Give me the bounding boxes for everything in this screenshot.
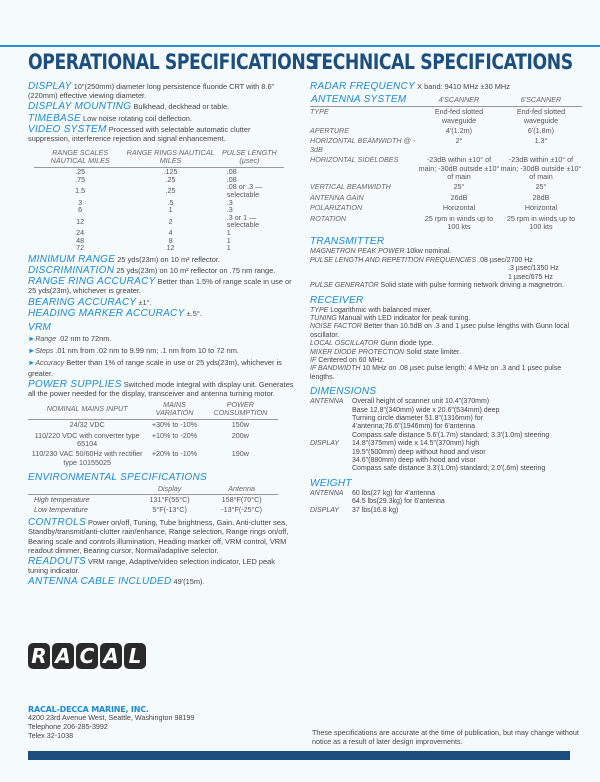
range-header: RANGE SCALES NAUTICAL MILES [34,149,126,168]
weight-antenna: ANTENNA 60 lbs(27 kg) for 4'antenna 64.5 lbs(29.3kg) for 6'antenna [310,489,445,506]
spec-line: Compass safe distance 3.3'(1.0m) standard; 2.0'(.6m) steering [352,465,546,473]
technical-title: TECHNICAL SPECIFICATIONS [310,50,573,74]
range-cell: 1 [226,227,231,237]
power-cell: 200w [231,430,249,440]
antenna-row [310,214,582,233]
receiver-value: Solid state limiter. [406,348,461,356]
operational-column [28,50,318,589]
antenna-cell: End-fed slotted waveguide [516,107,566,125]
environmental-heading: ENVIRONMENTAL SPECIFICATIONS [28,472,207,484]
antenna-cell: End-fed slotted waveguide [434,107,484,125]
range-cell: 4 [168,227,173,237]
vrm-item: ►Steps .01 nm from .02 nm to 9.99 nm; .1 nm from 10 to 72 nm. [28,346,239,356]
logo-letter: C [76,643,98,669]
env-header: Display [134,484,205,495]
antenna-cell: 6'(1.8m) [527,126,555,136]
antenna-cell: 25° [535,182,547,192]
receiver-value: Gunn diode type. [380,340,434,348]
receiver-key: NOISE FACTOR [310,323,362,331]
antenna-cell: 28dB [532,192,550,202]
weight-heading: WEIGHT [310,477,352,489]
range-cell: .5 [167,197,174,207]
power-cell: 110/230 VAC 50/60Hz with rectifier type 10155025 [31,449,143,467]
range-cell: .08 [226,167,237,177]
antenna-cell: 25 rpm in winds up to 100 kts [506,213,576,232]
antenna-row [310,203,582,213]
antenna-header: 4'SCANNER [418,93,500,107]
company-address: 4200 23rd Avenue West, Seattle, Washington 98199 [28,713,195,722]
range-cell: .25 [75,167,86,177]
antenna-cell: -23dB within ±10° of main; -30dB outside ±10° of main [418,155,500,182]
range-header: PULSE LENGTH (µsec) [215,149,284,168]
antenna-row [310,126,582,136]
antenna-cell: 1.3° [534,136,548,146]
triangle-bullet-icon: ► [28,333,36,343]
power-cell: 150w [231,420,249,430]
range-cell: .25 [165,174,176,184]
receiver-line [310,365,582,382]
magnetron-line: MAGNETRON PEAK POWER 10kw nominal. [310,248,452,256]
range-table [34,149,284,252]
spec-heading-marker-accuracy: HEADING MARKER ACCURACY ±.5°. [28,307,202,319]
spec-antenna-cable: ANTENNA CABLE INCLUDED 49'(15m). [28,576,205,588]
env-row [28,505,278,515]
receiver-value: Manual with LED indicator for peak tuning. [338,314,471,322]
range-cell: 2 [168,216,173,226]
range-cell: 6 [78,205,83,215]
spec-line: 34.6"(880mm) deep with hood and visor [352,457,476,465]
env-cell: -13°F(-25°C) [221,505,263,515]
range-row [34,229,284,237]
receiver-line [310,307,582,315]
antenna-cell: Horizontal [524,203,558,213]
env-cell: 158°F(70°C) [221,495,262,505]
range-cell: 3 [78,197,83,207]
spec-line: 4'antenna;76.6"(1946mm) for 6'antenna [352,423,476,431]
receiver-value: Better than 10.5dB on .3 and 1 µsec pulse lengths with Gunn local oscillator. [310,323,570,339]
spec-discrimination: DISCRIMINATION 25 yds(23m) on 10 m² reflector on .75 nm range. [28,264,276,276]
spec-line: 37 lbs(16.8 kg) [352,506,399,514]
range-cell: 48 [76,235,85,245]
weight-display: DISPLAY 37 lbs(16.8 kg) [310,506,399,514]
receiver-line [310,340,582,348]
environmental-table [28,484,278,515]
antenna-cell: 26dB [450,192,468,202]
spec-line: 60 lbs(27 kg) for 4'antenna [352,489,436,497]
receiver-key: IF BANDWIDTH [310,365,361,373]
range-cell: 1 [168,205,173,215]
env-row [28,495,278,506]
antenna-row [310,107,582,126]
company-name: RACAL-DECCA MARINE, INC. [28,705,149,714]
env-cell: 5°F(-13°C) [152,505,187,515]
antenna-cell: Horizontal [442,203,476,213]
generator-line: PULSE GENERATOR Solid state with pulse forming network driving a magnetron. [310,282,564,290]
antenna-cell: -23dB within ±10° of main; -30dB outside ±10° of main [500,155,582,182]
antenna-system-table [310,93,582,232]
bottom-bar [28,751,300,760]
range-cell: .3 [226,205,233,215]
spec-timebase: TIMEBASE Low noise rotating coil deflection. [28,112,192,124]
range-cell: .125 [163,167,178,177]
spec-display-mounting: DISPLAY MOUNTING Bulkhead, deckhead or table. [28,101,230,113]
spec-line: 19.5"(500mm) deep without hood and visor [352,448,486,456]
power-cell: +30% to -10% [151,420,198,430]
triangle-bullet-icon: ► [28,346,36,356]
env-cell: 131°F(55°C) [149,495,190,505]
power-cell: +10% to -20% [151,430,198,440]
spec-power-supplies: POWER SUPPLIES Switched mode integral with display unit. Generates all the power needed for the display, transceiver and antenna turning motor. [28,378,294,398]
logo-letter: L [124,643,146,669]
power-row [28,420,278,431]
receiver-block [310,307,582,383]
company-telex: Telex 32-1038 [28,730,74,740]
spec-bearing-accuracy: BEARING ACCURACY ±1°. [28,296,152,308]
antenna-cell: ROTATION [310,213,347,223]
spec-controls: CONTROLS Power on/off, Tuning, Tube brightness, Gain, Anti-clutter sea, Standby/transmit/anti-clutter rain/enhance, Range selection, Range rings on/off, Bearing scale and controls illumination, Heading marker off, VRM control, VRM readout dimmer, Bearing cursor, Normal/adaptive selector. [28,517,289,555]
antenna-row [310,136,582,155]
disclaimer: These specifications are accurate at the time of publication, but may change without notice as a result of later design improvements. [312,728,579,746]
antenna-cell: TYPE [310,107,329,117]
antenna-cell: HORIZONTAL BEAMWIDTH @ - 3dB [310,136,416,154]
range-cell: .3 or 1 —selectable [226,212,260,230]
power-row [28,431,278,450]
receiver-value: Centered on 60 MHz. [318,356,385,364]
range-cell: .25 [165,186,176,196]
range-row [34,183,284,198]
dimensions-block [310,398,582,474]
antenna-cell: HORIZONTAL SIDELOBES [310,155,399,165]
receiver-line [310,357,582,365]
antenna-cell: APERTURE [310,126,350,136]
antenna-system-heading: ANTENNA SYSTEM [310,93,418,107]
logo-letter: A [100,643,122,669]
vrm-heading: VRM [28,321,52,333]
power-table [28,400,278,468]
receiver-value: 10 MHz on .08 µsec pulse length; 4 MHz on .3 and 1 µsec pulse lengths. [310,365,562,381]
range-row [34,244,284,252]
company-telephone: Telephone 206-285-3992 [28,721,108,731]
env-cell: Low temperature [34,505,88,515]
dimensions-antenna: ANTENNA Overall height of scanner unit 10.4"(370mm) Base 12.8"(340mm) wide x 20.6"(534mm) deep Turning circle diameter 51.8"(1316mm) for 4'antenna;76.6"(1946mm) for 6'antenna Compass safe distance 5.6'(1.7m) standard; 3.3'(1.0m) steering [310,398,550,439]
power-cell: +20% to -10% [151,449,198,459]
range-cell: 24 [76,227,85,237]
range-row [34,214,284,229]
power-cell: 24/32 VDC [69,420,105,430]
receiver-key: IF [310,356,317,364]
logo-letter: A [52,643,74,669]
spec-video-system: VIDEO SYSTEM Processed with selectable automatic clutter suppression, interference rejection and signal enhancement. [28,123,251,144]
power-cell: 110/220 VDC with converter type 65104 [34,430,140,448]
receiver-key: TYPE [310,306,329,314]
range-cell: .08 [226,174,237,184]
antenna-cell: 2° [455,136,463,146]
spec-line: Overall height of scanner unit 10.4"(370mm) [352,398,490,406]
logo-letter: R [28,643,50,669]
top-rule [0,45,600,47]
company-info [28,705,195,740]
range-cell: 1 [226,243,231,253]
weight-block [310,490,582,515]
env-header: Antenna [205,484,278,495]
technical-column [310,50,582,515]
range-cell: 1 [226,235,231,245]
spec-radar-frequency: RADAR FREQUENCY X band: 9410 MHz ±30 MHz [310,81,510,92]
antenna-row [310,155,582,182]
transmitter-block [310,248,582,290]
range-cell: 1.5 [75,186,86,196]
range-cell: 72 [76,243,85,253]
pulse-line: 1 µsec/675 Hz [508,273,553,281]
dimensions-heading: DIMENSIONS [310,386,377,398]
receiver-line [310,315,582,323]
range-row [34,237,284,245]
spec-line: 64.5 lbs(29.3kg) for 6'antenna [352,498,445,506]
spec-line: Compass safe distance 5.6'(1.7m) standard; 3.3'(1.0m) steering [352,431,550,439]
range-cell: .3 [226,197,233,207]
range-header: RANGE RINGS NAUTICAL MILES [126,149,214,168]
range-cell: 8 [168,235,173,245]
range-cell: 12 [166,243,175,253]
vrm-item: ►Accuracy Better than 1% of range scale in use or 25 yds(23m), whichever is greater. [28,358,282,378]
range-row [34,199,284,207]
vrm-item: ►Range .02 nm to 72nm. [28,333,112,343]
spec-readouts: READOUTS VRM range, Adaptive/video selection indicator, LED peak tuning indicator. [28,556,275,576]
receiver-line [310,349,582,357]
spec-minimum-range: MINIMUM RANGE 25 yds(23m) on 10 m² reflector. [28,253,220,265]
antenna-cell: 25° [453,182,465,192]
power-cell: 190w [231,449,249,459]
operational-title: OPERATIONAL SPECIFICATIONS [28,50,318,74]
receiver-value: Logarithmic with balanced mixer. [330,306,432,314]
antenna-cell: 4'(1.2m) [445,126,473,136]
antenna-row [310,182,582,192]
receiver-key: MIXER DIODE PROTECTION [310,348,405,356]
receiver-heading: RECEIVER [310,294,364,306]
spec-line: Base 12.8"(340mm) wide x 20.6"(534mm) deep [352,406,500,414]
power-header: POWER CONSUMPTION [203,400,278,420]
receiver-key: LOCAL OSCILLATOR [310,340,379,348]
pulse-line: PULSE LENGTH AND REPETITION FREQUENCIES .08 µsec/2700 Hz [310,256,533,264]
range-cell: .75 [75,174,86,184]
antenna-cell: VERTICAL BEAMWIDTH [310,182,391,192]
triangle-bullet-icon: ► [28,358,36,368]
spec-range-ring-accuracy: RANGE RING ACCURACY Better than 1.5% of range scale in use or 25 yds(23m), whichever is greater. [28,276,292,296]
antenna-header: 6'SCANNER [500,93,582,107]
spec-display: DISPLAY 10"(250mm) diameter long persistence fluoride CRT with 8.6"(220mm) effective viewing diameter. [28,81,275,101]
antenna-cell: 25 rpm in winds up to 100 kts [424,213,494,232]
receiver-key: TUNING [310,314,337,322]
receiver-line [310,323,582,340]
spec-line: 14.8"(375mm) wide x 14.5"(370mm) high [352,440,480,448]
antenna-row [310,193,582,203]
power-header: NOMINAL MAINS INPUT [28,400,146,420]
antenna-cell: POLARIZATION [310,203,363,213]
pulse-line: .3 µsec/1350 Hz [508,265,559,273]
env-header [28,484,134,495]
env-cell: High temperature [34,495,90,505]
antenna-cell: ANTENNA GAIN [310,192,364,202]
power-row [28,449,278,468]
bottom-bar [300,751,570,760]
spec-line: Turning circle diameter 51.8"(1316mm) for [352,414,483,422]
range-row [34,168,284,176]
range-cell: 12 [76,216,85,226]
range-cell: .08 or .3 —selectable [226,182,263,199]
dimensions-display: DISPLAY 14.8"(375mm) wide x 14.5"(370mm) high 19.5"(500mm) deep without hood and visor 34.6"(880mm) deep with hood and visor Compass safe distance 3.3'(1.0m) standard; 2.0'(.6m) steering [310,440,546,473]
racal-logo [28,643,146,669]
transmitter-heading: TRANSMITTER [310,236,385,248]
power-header: MAINS VARIATION [146,400,202,420]
